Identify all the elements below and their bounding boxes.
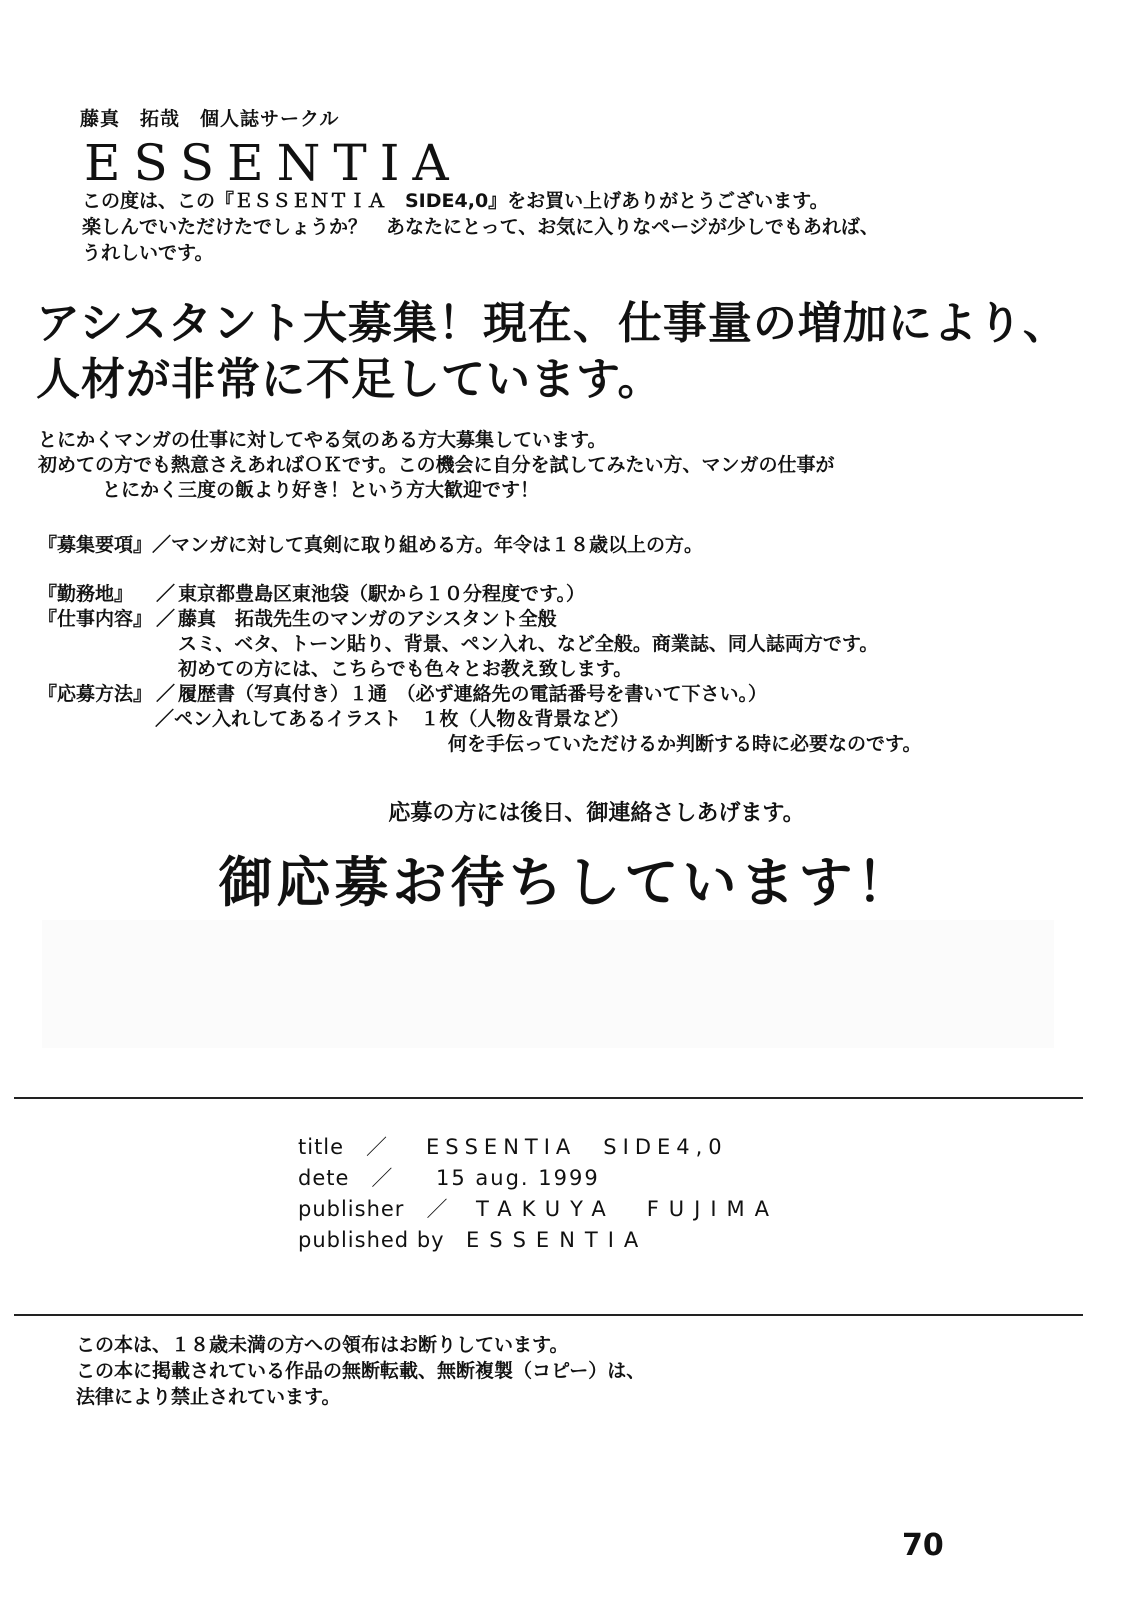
location-label: 『勤務地』: [38, 583, 134, 605]
legal-notice: [76, 1332, 645, 1410]
apply-text: 履歴書（写真付き）１通 （必ず連絡先の電話番号を書いて下さい。）: [178, 683, 768, 705]
colophon-published-by-row: [298, 1225, 779, 1256]
divider: [14, 1314, 1083, 1316]
separator: ／: [156, 583, 176, 605]
contact-notice-text: 応募の方には後日、御連絡さしあげます。: [388, 801, 805, 826]
colophon-value: ESSENTIA SIDE4,0: [426, 1135, 728, 1159]
legal-line: この本は、１８歳未満の方への領布はお断りしています。: [76, 1334, 569, 1356]
work-line: 初めての方には、こちらでも色々とお教え致します。: [178, 658, 633, 680]
intro-line: この度は、この『ＥＳＳＥＮＴＩＡ SIDE4,0』をお買い上げありがとうございます。: [82, 190, 829, 212]
separator: ／: [156, 608, 176, 630]
divider: [14, 1097, 1083, 1099]
headline-line: アシスタント大募集！現在、仕事量の増加により、: [36, 298, 1068, 349]
essentia-logo: ESSENTIA: [84, 134, 462, 192]
requirements-row: [38, 530, 703, 557]
work-label: 『仕事内容』: [38, 608, 153, 630]
legal-line: 法律により禁止されています。: [76, 1386, 341, 1408]
intro-line: 楽しんでいただけたでしょうか？ あなたにとって、お気に入りなページが少しでもあれば、: [82, 216, 879, 238]
apply-line: ／ペン入れしてあるイラスト １枚（人物＆背景など）: [155, 708, 630, 730]
colophon: [298, 1132, 779, 1256]
contact-notice: [0, 796, 1133, 827]
apply-row: [38, 682, 921, 707]
page-number: 70: [902, 1528, 944, 1563]
work-row: [38, 607, 921, 632]
colophon-value: 15 aug. 1999: [436, 1166, 600, 1190]
body-line: 初めての方でも熱意さえあればＯＫです。この機会に自分を試してみたい方、マンガの仕事が: [38, 454, 835, 476]
body-line: とにかく三度の飯より好き！という方大歓迎です！: [102, 479, 540, 501]
apply-label: 『応募方法』: [38, 683, 153, 705]
location-row: [38, 582, 921, 607]
legal-line: この本に掲載されている作品の無断転載、無断複製（コピー）は、: [76, 1360, 646, 1382]
colophon-date-row: [298, 1163, 779, 1194]
colophon-publisher-row: [298, 1194, 779, 1225]
separator: ／: [152, 534, 172, 556]
work-line: スミ、ベタ、トーン貼り、背景、ペン入れ、など全般。商業誌、同人誌両方です。: [178, 633, 879, 655]
colophon-label: published by: [298, 1228, 445, 1252]
separator: ／: [156, 683, 176, 705]
circle-name: 藤真 拓哉 個人誌サークル: [80, 108, 340, 130]
blank-area: [42, 920, 1054, 1048]
apply-line: 何を手伝っていただけるか判断する時に必要なのです。: [448, 733, 922, 755]
colophon-value: TAKUYA FUJIMA: [476, 1197, 780, 1221]
colophon-title-row: [298, 1132, 779, 1163]
recruitment-headline: [36, 296, 1068, 408]
recruitment-body: [38, 428, 834, 503]
requirements-label: 『募集要項』: [38, 534, 153, 556]
colophon-label: publisher ／: [298, 1197, 449, 1221]
call-to-action: 御応募お待ちしています！: [218, 851, 915, 914]
colophon-label: title ／: [298, 1135, 389, 1159]
requirements-text: マンガに対して真剣に取り組める方。年令は１８歳以上の方。: [171, 534, 704, 556]
work-text: 藤真 拓哉先生のマンガのアシスタント全般: [178, 608, 557, 630]
body-line: とにかくマンガの仕事に対してやる気のある方大募集しています。: [38, 429, 607, 451]
intro-paragraph: [82, 188, 879, 266]
intro-line: うれしいです。: [82, 242, 214, 264]
location-text: 東京都豊島区東池袋（駅から１０分程度です。）: [178, 583, 585, 605]
colophon-value: ESSENTIA: [466, 1228, 649, 1252]
colophon-label: dete ／: [298, 1166, 394, 1190]
job-details: [38, 582, 921, 757]
headline-line: 人材が非常に不足しています。: [36, 354, 663, 405]
